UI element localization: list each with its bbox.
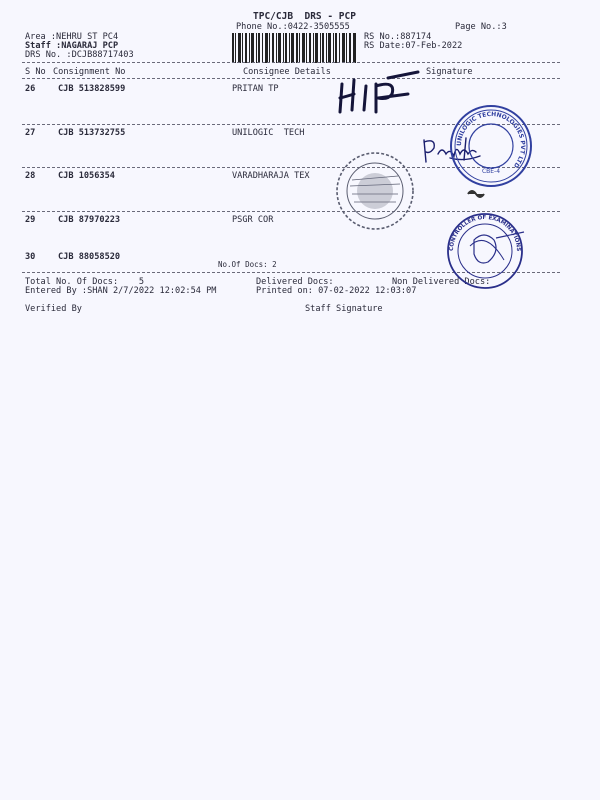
printed-on: Printed on: 07-02-2022 12:03:07 [256, 286, 417, 296]
col-consignee: Consignee Details [243, 67, 331, 77]
row-29-consignee: PSGR COR [232, 215, 274, 225]
row-30-doc-count: No.Of Docs: 2 [218, 260, 277, 269]
total-docs: Total No. Of Docs: 5 [25, 277, 144, 287]
controller-of-examinations-stamp [444, 210, 526, 292]
row-27-consignment: CJB 513732755 [58, 128, 126, 138]
area-label: Area :NEHRU ST PC4 [25, 32, 119, 42]
ink-smudge [466, 188, 486, 202]
phone-number: Phone No.:0422-3505555 [236, 22, 350, 32]
col-s-no: S No [25, 67, 46, 77]
row-27-consignee: UNILOGIC TECH [232, 128, 305, 138]
col-signature: Signature [426, 67, 473, 77]
company-stamp-unilogic [448, 103, 534, 189]
page-number: Page No.:3 [455, 22, 507, 32]
row-28-sno: 28 [25, 171, 36, 181]
row-26-consignee: PRITAN TP [232, 84, 279, 94]
handwritten-signature-row26 [330, 70, 425, 120]
header-rule-bottom [22, 78, 560, 79]
drs-number: DRS No. :DCJB88717403 [25, 50, 134, 60]
staff-signature: Staff Signature [305, 304, 383, 314]
row-29-sno: 29 [25, 215, 36, 225]
row-26-consignment: CJB 513828599 [58, 84, 126, 94]
header-rule-top [22, 62, 560, 63]
entered-by: Entered By :SHAN 2/7/2022 12:02:54 PM [25, 286, 217, 296]
row-28-consignment: CJB 1056354 [58, 171, 115, 181]
row-27-sno: 27 [25, 128, 36, 138]
svg-text:UNILOGIC TECHNOLOGIES PVT LTD: UNILOGIC TECHNOLOGIES PVT LTD [455, 110, 527, 170]
rs-number: RS No.:887174 [364, 32, 432, 42]
verified-by: Verified By [25, 304, 82, 314]
col-consignment: Consignment No [53, 67, 126, 77]
svg-text:CONTROLLER OF EXAMINATIONS: CONTROLLER OF EXAMINATIONS [448, 214, 522, 252]
delivered-docs: Delivered Docs: [256, 277, 334, 287]
rs-date: RS Date:07-Feb-2022 [364, 41, 463, 51]
document-title: TPC/CJB DRS - PCP [253, 11, 356, 22]
company-stamp-varadharaja [334, 150, 416, 232]
row-26-sno: 26 [25, 84, 36, 94]
row-29-consignment: CJB 87970223 [58, 215, 121, 225]
non-delivered-docs: Non Delivered Docs: [392, 277, 491, 287]
row-30-sno: 30 [25, 252, 36, 262]
svg-text:CBE-4: CBE-4 [481, 168, 501, 175]
row-28-consignee: VARADHARAJA TEX [232, 171, 310, 181]
row-30-consignment: CJB 88058520 [58, 252, 121, 262]
barcode [232, 33, 356, 63]
staff-label: Staff :NAGARAJ PCP [25, 41, 119, 51]
